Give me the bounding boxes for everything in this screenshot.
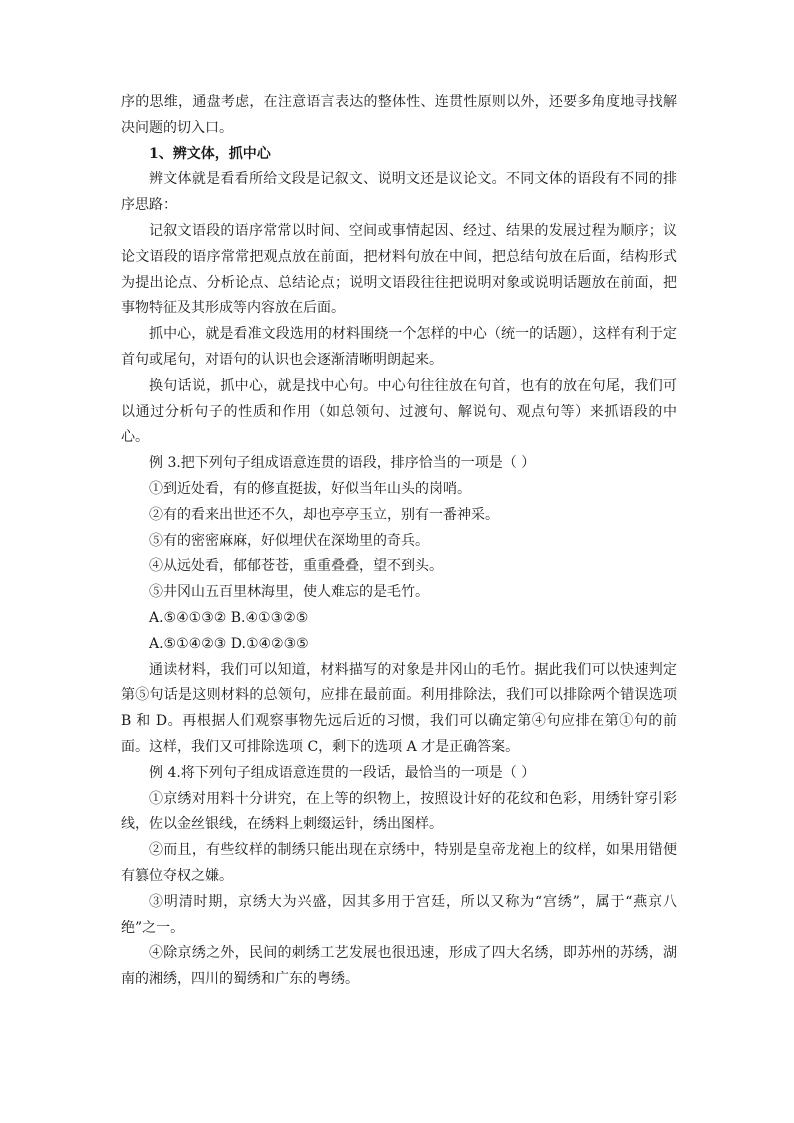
example-3-sentence-5: ⑤井冈山五百里林海里，使人难忘的是毛竹。 bbox=[149, 584, 429, 601]
example-4-sentence-2: ②而且，有些纹样的制绣只能出现在京绣中，特别是皇帝龙袍上的纹样，如果用错便有篡位夺权之嫌。 bbox=[121, 842, 677, 884]
example-3-options-cd: A.⑤①④②③ D.①④②③⑤ bbox=[149, 635, 309, 652]
paragraph-center: 抓中心，就是看准文段选用的材料围绕一个怎样的中心（统一的话题），这样有利于定首句或尾句，对语句的认识也会逐渐清晰明朗起来。 bbox=[121, 326, 677, 368]
paragraph-genre: 辨文体就是看看所给文段是记叙文、说明文还是议论文。不同文体的语段有不同的排序思路： bbox=[121, 171, 677, 214]
paragraph-order: 记叙文语段的语序常常以时间、空间或事情起因、经过、结果的发展过程为顺序；议论文语段的语序常常把观点放在前面，把材料句放在中间，把总结句放在后面，结构形式为提出论点、分析论点、总结论点；说明文语段往往把说明对象或说明话题放在前面，把事物特征及其形成等内容放在后面。 bbox=[121, 222, 677, 317]
document-body bbox=[121, 90, 677, 993]
example-4-sentence-3: ③明清时期，京绣大为兴盛，因其多用于宫廷，所以又称为“宫绣”，属于“燕京八绝”之一。 bbox=[121, 893, 677, 936]
paragraph-continuation: 序的思维，通盘考虑，在注意语言表达的整体性、连贯性原则以外，还要多角度地寻找解决问题的切入口。 bbox=[121, 94, 677, 136]
example-3-sentence-4: ④从远处看，郁郁苍苍，重重叠叠，望不到头。 bbox=[149, 558, 443, 575]
example-3-sentence-2: ②有的看来出世还不久，却也亭亭玉立，别有一番神采。 bbox=[149, 506, 499, 523]
example-3-question: 例 3.把下列句子组成语意连贯的语段，排序恰当的一项是（ ） bbox=[149, 455, 536, 472]
paragraph-topic-sentence: 换句话说，抓中心，就是找中心句。中心句往往放在句首，也有的放在句尾，我们可以通过分析句子的性质和作用（如总领句、过渡句、解说句、观点句等）来抓语段的中心。 bbox=[121, 377, 677, 446]
example-3-analysis: 通读材料，我们可以知道，材料描写的对象是井冈山的毛竹。据此我们可以快速判定第⑤句话是这则材料的总领句，应排在最前面。利用排除法，我们可以排除两个错误选项 B 和 D。再根据人们观察事物先远后近的习惯，我们可以确定第④句应排在第①句的前面。这样，我们又可排除选项 C，剩下的选项 A 才是正确答案。 bbox=[121, 661, 677, 755]
example-3-options-ab: A.⑤④①③② B.④①③②⑤ bbox=[149, 609, 309, 626]
example-4-question: 例 4.将下列句子组成语意连贯的一段话，最恰当的一项是（ ） bbox=[149, 764, 536, 781]
section-heading: 1、辨文体，抓中心 bbox=[149, 145, 271, 162]
example-3-sentence-3: ⑤有的密密麻麻，好似埋伏在深坳里的奇兵。 bbox=[149, 532, 429, 549]
example-4-sentence-4: ④除京绣之外，民间的刺绣工艺发展也很迅速，形成了四大名绣，即苏州的苏绣，湖南的湘绣，四川的蜀绣和广东的粤绣。 bbox=[121, 945, 677, 988]
example-3-sentence-1: ①到近处看，有的修直挺拔，好似当年山头的岗哨。 bbox=[149, 480, 471, 497]
example-4-sentence-1: ①京绣对用料十分讲究，在上等的织物上，按照设计好的花纹和色彩，用绣针穿引彩线，佐以金丝银线，在绣料上刺缀运针，绣出图样。 bbox=[121, 790, 677, 833]
